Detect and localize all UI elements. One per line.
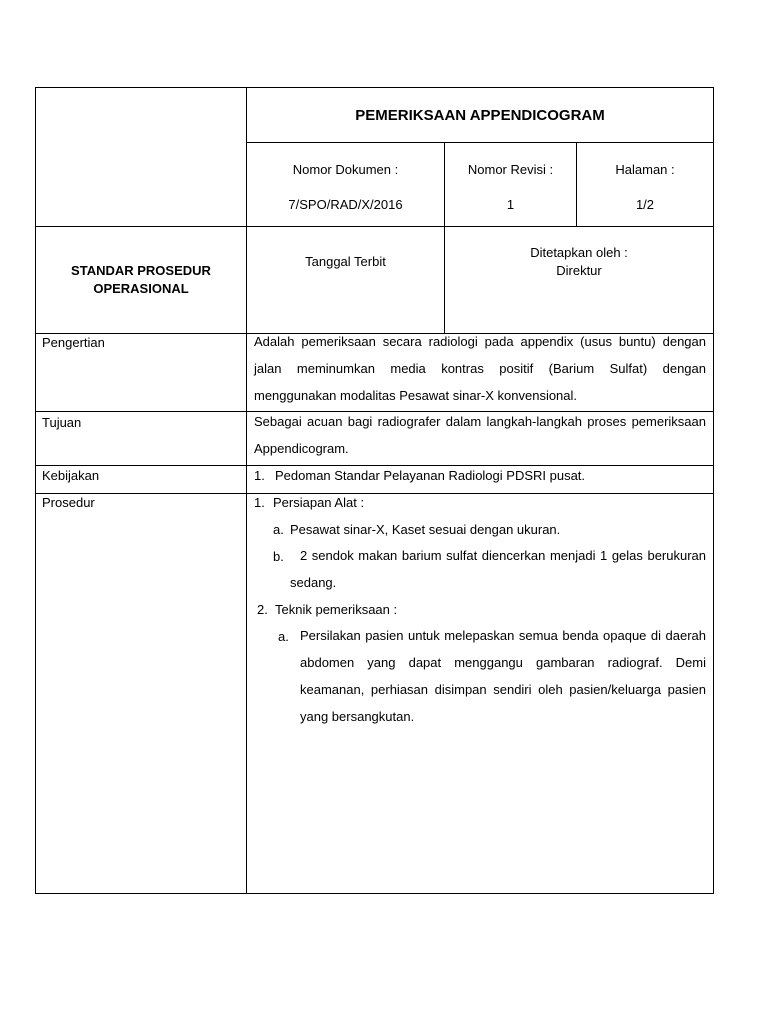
page-label: Halaman : [615,162,675,177]
pengertian-text: Adalah pemeriksaan secara radiologi pada appendix (usus buntu) dengan jalan meminumkan media kontras positif (Barium Sulfat) dengan menggunakan modalitas Pesawat sinar-X konvensional. [254,334,706,403]
approved-by-label: Ditetapkan oleh : [530,245,628,260]
revision-value: 1 [506,197,515,212]
step1-b-letter: b. [273,549,284,564]
step2-number: 2. [257,602,268,617]
step1-number: 1. [254,495,265,510]
tujuan-text: Sebagai acuan bagi radiografer dalam langkah-langkah proses pemeriksaan Appendicogram. [254,414,706,456]
step1-a-letter: a. [273,522,284,537]
step1-a-text: Pesawat sinar-X, Kaset sesuai dengan ukuran. [290,522,561,537]
step2-title: Teknik pemeriksaan : [275,602,398,617]
kebijakan-label: Kebijakan [42,468,100,483]
step1-title: Persiapan Alat : [273,495,365,510]
pengertian-label: Pengertian [42,335,105,350]
doc-number-label: Nomor Dokumen : [292,162,399,177]
step1-b-text: 2 sendok makan barium sulfat diencerkan menjadi 1 gelas berukuran sedang. [290,548,706,590]
doc-number-value: 7/SPO/RAD/X/2016 [288,197,403,212]
sop-heading-line2: OPERASIONAL [93,281,189,296]
step2-a-letter: a. [278,629,289,644]
prosedur-label: Prosedur [42,495,95,510]
revision-label: Nomor Revisi : [467,162,554,177]
kebijakan-item-text: Pedoman Standar Pelayanan Radiologi PDSRI pusat. [275,468,586,483]
issue-date-label: Tanggal Terbit [305,254,386,269]
sop-heading-line1: STANDAR PROSEDUR [71,263,211,278]
page-value: 1/2 [635,197,655,212]
tujuan-label: Tujuan [42,415,82,430]
approved-by-value: Direktur [556,263,602,278]
kebijakan-item-number: 1. [254,468,265,483]
step2-a-text: Persilakan pasien untuk melepaskan semua benda opaque di daerah abdomen yang dapat menggangu gambaran radiograf. Demi keamanan, perhiasan disimpan sendiri oleh pasien/keluarga pasien yang bersangkutan. [300,628,706,724]
document-title: PEMERIKSAAN APPENDICOGRAM [355,107,605,124]
